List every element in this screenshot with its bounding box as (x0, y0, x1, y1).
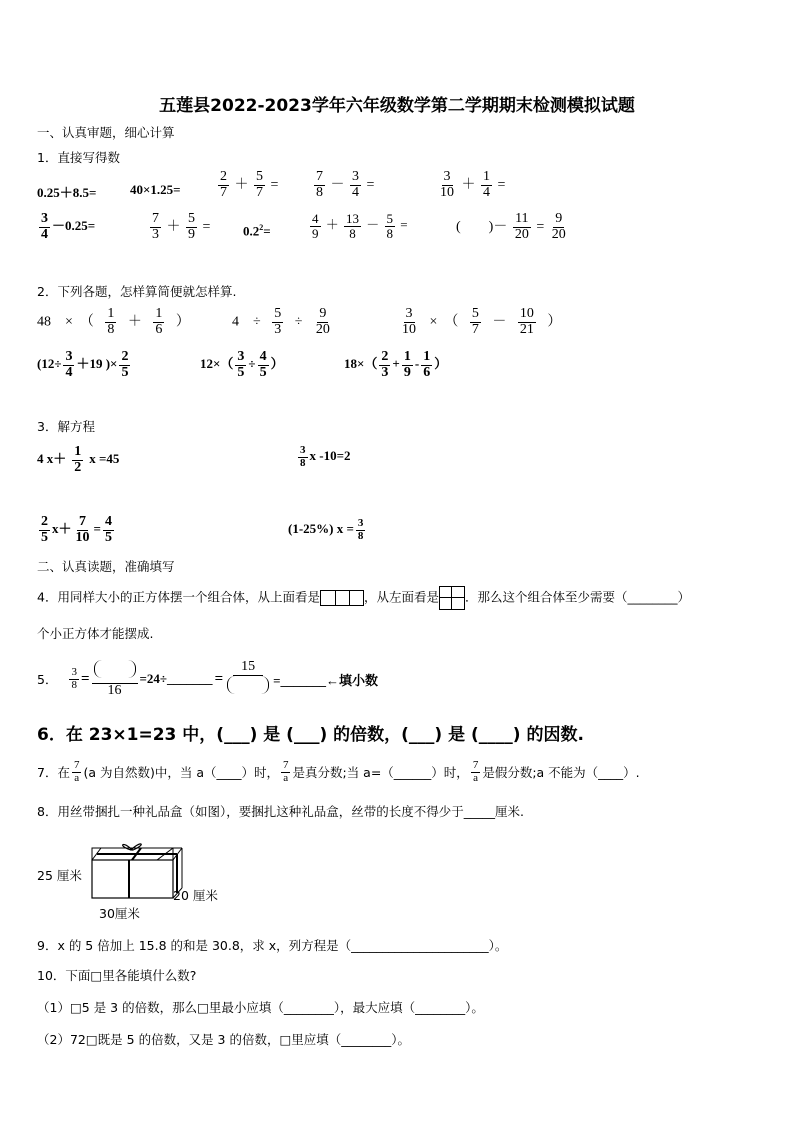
q2-expr-1 (37, 307, 190, 337)
frac-den: 3 (152, 226, 159, 242)
frac-num: 10 (519, 306, 534, 321)
frac-den: 3 (274, 321, 282, 337)
operator: ＋ (166, 219, 181, 235)
frac-num: 5 (256, 169, 263, 184)
answer-paren: ( )－ (456, 219, 508, 235)
frac-num: 3 (41, 211, 48, 226)
frac-den: a (473, 771, 478, 784)
frac-num: 7 (152, 211, 159, 226)
operator: － (366, 217, 380, 233)
q2-expr-6 (344, 350, 447, 380)
power-exp: 2 (259, 223, 264, 232)
equals: = (536, 219, 545, 235)
frac-num: 1 (74, 444, 82, 459)
frac-num: 1 (403, 349, 411, 364)
expr-pre: 18×（ (344, 356, 378, 372)
expr-pre: 48 × （ (37, 314, 94, 330)
q2-expr-2 (232, 307, 340, 337)
section-heading-1: 一、认真审题，细心计算 (37, 125, 175, 140)
expr-post: ） (434, 356, 448, 372)
operator: － (330, 177, 345, 193)
question-9: 9．x 的 5 倍加上 15.8 的和是 30.8，求 x，列方程是（______________________）。 (37, 938, 508, 953)
equals: = (497, 177, 506, 193)
frac-num: 1 (483, 169, 490, 184)
frac-num: 1 (155, 306, 163, 321)
frac-num: 9 (555, 211, 563, 226)
frac-den: 9 (403, 364, 411, 380)
frac-den: 10 (440, 184, 454, 200)
equals: = (366, 177, 375, 193)
frac-den: 21 (519, 321, 534, 337)
frac-num: 4 (104, 514, 112, 529)
equals: = (270, 177, 279, 193)
page-title: 五莲县2022-2023学年六年级数学第二学期期末检测模拟试题 (159, 96, 635, 116)
q1-expr-b: 40×1.25= (130, 182, 181, 197)
frac-den: 8 (71, 678, 77, 691)
question-5 (37, 660, 378, 698)
frac-num: 15 (233, 660, 263, 676)
expr-pre: × （ (429, 314, 459, 330)
operator: ÷ (248, 356, 256, 372)
frac-num: 3 (443, 169, 451, 184)
question-4-continued: 个小正方体才能摆成. (37, 626, 154, 641)
q7-text-3: 是假分数;a 不能为（____）. (482, 765, 640, 781)
question-10-part-1: （1）□5 是 3 的倍数，那么□里最小应填（________），最大应填（________）。 (37, 1000, 484, 1015)
operator: ÷ (294, 314, 303, 330)
frac-num: 7 (73, 759, 80, 771)
frac-num: 4 (312, 211, 319, 226)
gift-box-figure (37, 838, 227, 920)
q7-text-1: (a 为自然数)中，当 a（____）时， (83, 765, 279, 781)
expr-mid: ＋19 )× (76, 356, 118, 372)
frac-num: 3 (357, 517, 364, 529)
frac-num: 3 (65, 349, 73, 364)
expr-post: ） (547, 314, 562, 330)
frac-den: 6 (423, 364, 431, 380)
frac-den: 5 (41, 529, 48, 545)
frac-den: 5 (104, 529, 112, 545)
frac-num: 1 (107, 306, 115, 321)
frac-den: 4 (65, 364, 73, 380)
expr-pre: 4 x＋ (37, 451, 67, 467)
q5-blank-denominator (225, 676, 271, 699)
frac-den: 7 (256, 184, 263, 200)
frac-den: 8 (107, 321, 115, 337)
q1-expr-e (436, 170, 505, 200)
frac-den: 2 (74, 459, 82, 475)
frac-num: 7 (282, 759, 289, 771)
frac-den: a (283, 771, 289, 784)
question-10-label: 10．下面□里各能填什么数? (37, 968, 197, 983)
frac-den: 20 (551, 226, 566, 242)
question-4 (37, 586, 690, 610)
frac-den: 10 (402, 321, 416, 337)
question-1-label: 1．直接写得数 (37, 150, 120, 165)
frac-den: 4 (352, 184, 359, 200)
question-3-label: 3．解方程 (37, 419, 95, 434)
frac-den: 20 (514, 226, 529, 242)
q5-label: 5． (37, 672, 58, 688)
q1-expr-a: 0.25＋8.5= (37, 185, 97, 200)
equals: = (202, 219, 211, 235)
q1-expr-f (37, 212, 95, 242)
frac-den: 10 (75, 529, 90, 545)
operator: ＋ (234, 177, 249, 193)
frac-num: 3 (405, 306, 413, 321)
expr-post: x =45 (89, 451, 120, 467)
power-base: 0.2 (243, 223, 260, 239)
expr-mid: x＋ (52, 521, 72, 537)
frac-num: 13 (346, 211, 360, 226)
frac-num: 5 (471, 306, 479, 321)
expr-pre: 4 ÷ (232, 314, 261, 330)
q2-expr-4 (37, 350, 132, 380)
q4-text-a: 4．用同样大小的正方体摆一个组合体，从上面看是 (37, 589, 320, 605)
box-depth-label: 20 厘米 (173, 888, 218, 903)
operator: ＋ (127, 314, 142, 330)
equals: = (263, 223, 271, 239)
frac-den: a (74, 771, 80, 784)
operator: + (392, 356, 400, 372)
equals: = (400, 217, 408, 233)
q4-text-c: ．那么这个组合体至少需要（________） (464, 589, 690, 605)
frac-den: 5 (259, 364, 267, 380)
q1-expr-h (243, 223, 271, 239)
frac-den: 9 (312, 225, 319, 241)
operator: ＋ (325, 217, 339, 233)
expr-post: ） (270, 356, 284, 372)
frac-num: 2 (121, 349, 129, 364)
q1-expr-d (312, 170, 374, 200)
q2-expr-5 (200, 350, 284, 380)
frac-num: 9 (319, 306, 327, 321)
equals: = (80, 670, 90, 687)
frac-num: 5 (188, 211, 195, 226)
expr-post: x -10=2 (309, 448, 351, 464)
q1-expr-g (148, 212, 210, 242)
frac-num: 7 (472, 759, 479, 771)
q3-equation-3 (37, 515, 116, 545)
frac-num: 2 (41, 514, 48, 529)
operator: - (414, 356, 420, 372)
expr-rest: －0.25= (52, 218, 96, 234)
frac-den: 6 (155, 321, 163, 337)
frac-den: 8 (349, 225, 356, 241)
q5-division: =24÷_______ (139, 671, 213, 687)
frac-den: 7 (220, 184, 227, 200)
equals: = (214, 670, 224, 687)
q1-expr-i (308, 212, 408, 240)
q3-equation-1 (37, 445, 119, 475)
q5-blank-numerator (92, 660, 138, 684)
frac-num: 2 (220, 169, 227, 184)
frac-num: 11 (515, 211, 529, 226)
q3-equation-2 (296, 445, 351, 469)
q6-text: 6．在 23×1=23 中，(___) 是 (___) 的倍数，(___) 是 (____) 的因数. (37, 725, 584, 745)
expr-pre: 12×（ (200, 356, 234, 372)
q2-expr-3 (400, 307, 561, 337)
question-2-label: 2．下列各题，怎样算简便就怎样算. (37, 284, 237, 299)
section-heading-2: 二、认真读题，准确填写 (37, 559, 175, 574)
q4-text-b: ，从左面看是 (363, 589, 439, 605)
operator: ＋ (461, 177, 476, 193)
frac-den: 8 (357, 529, 364, 542)
frac-num: 7 (79, 514, 87, 529)
frac-num: 3 (352, 169, 359, 184)
question-7 (37, 760, 640, 784)
frac-den: 8 (316, 184, 323, 200)
q1-expr-j (456, 212, 570, 242)
box-height-label: 25 厘米 (37, 868, 82, 883)
question-6 (37, 720, 584, 745)
frac-den: 8 (386, 225, 394, 241)
frac-den: 3 (381, 364, 389, 380)
frac-den: 8 (300, 456, 306, 469)
frac-num: 2 (381, 349, 389, 364)
operator: － (492, 314, 507, 330)
q7-text-2: 是真分数;当 a=（______）时， (292, 765, 469, 781)
expr-pre: (12÷ (37, 356, 62, 372)
frac-num: 5 (386, 211, 394, 226)
q5-decimal: =_______←填小数 (273, 672, 379, 688)
question-8: 8．用丝带捆扎一种礼品盒（如图），要捆扎这种礼品盒，丝带的长度不得少于_____厘米. (37, 804, 524, 819)
left-view-figure (439, 586, 465, 610)
frac-num: 4 (259, 349, 267, 364)
frac-den: 5 (121, 364, 129, 380)
frac-den: 7 (471, 321, 479, 337)
frac-den: 4 (483, 184, 490, 200)
expr-post: ） (175, 314, 190, 330)
frac-num: 7 (316, 169, 323, 184)
question-10-part-2: （2）72□既是 5 的倍数，又是 3 的倍数，□里应填（________）。 (37, 1032, 411, 1047)
frac-den: 5 (237, 364, 245, 380)
q1-expr-c (216, 170, 278, 200)
frac-den: 16 (107, 682, 122, 698)
frac-den: 9 (188, 226, 195, 242)
frac-den: 20 (315, 321, 330, 337)
frac-num: 1 (423, 349, 431, 364)
q3-equation-4 (288, 518, 367, 542)
frac-num: 3 (300, 444, 306, 456)
q7-pre: 7．在 (37, 765, 70, 781)
expr-pre: (1-25%) x = (288, 521, 354, 537)
frac-num: 3 (237, 349, 245, 364)
frac-den: 4 (41, 226, 48, 242)
equals: = (93, 521, 101, 537)
frac-num: 3 (71, 666, 77, 679)
top-view-figure (320, 590, 364, 606)
frac-num: 5 (274, 306, 282, 321)
box-length-label: 30厘米 (99, 906, 140, 921)
